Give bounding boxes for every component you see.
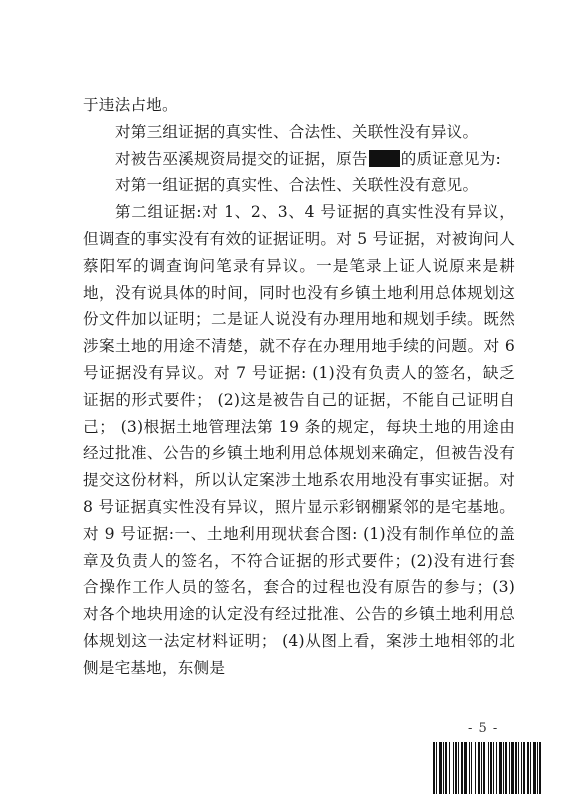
barcode-bar <box>503 742 504 794</box>
barcode-bar <box>469 742 470 794</box>
barcode-bar <box>453 742 454 794</box>
document-body <box>83 92 515 682</box>
paragraph-p1 <box>83 92 515 119</box>
paragraph-p4 <box>83 172 515 199</box>
barcode-bar <box>483 742 485 794</box>
paragraph-text: 于违法占地。 <box>83 96 178 114</box>
barcode-bar <box>499 742 502 794</box>
barcode-bar <box>515 742 517 794</box>
barcode-bar <box>493 742 494 794</box>
barcode-bar <box>445 742 447 794</box>
paragraph-text: 对第三组证据的真实性、合法性、关联性没有异议。 <box>115 122 479 141</box>
barcode-bar <box>521 742 522 794</box>
barcode-bar <box>530 742 531 794</box>
barcode-bar <box>461 742 463 794</box>
barcode-image <box>433 742 543 794</box>
barcode-bar <box>443 742 444 794</box>
barcode-bar <box>458 742 459 794</box>
barcode-bar <box>496 742 497 794</box>
barcode-bar <box>475 742 476 794</box>
paragraph-text: 对第一组证据的真实性、合法性、关联性没有意见。 <box>115 176 479 195</box>
barcode-bar <box>533 742 536 794</box>
barcode-bar <box>509 742 510 794</box>
barcode-bar <box>471 742 472 794</box>
paragraph-text: 的质证意见为: <box>400 149 501 168</box>
barcode-bar <box>537 742 538 794</box>
barcode-bar <box>436 742 437 794</box>
paragraph-text: 第二组证据:对 1、2、3、4 号证据的真实性没有异议，但调查的事实没有有效的证据证明。对 5 号证据，对被询问人蔡阳军的调查询问笔录有异议。一是笔录上证人说原来是耕地，没有说具体的时间，同时也没有乡镇土地利用总体规划这份文件加以证明；二是证人说没有办理用地和规划手续。既然涉案土地的用途不清楚，就不存在办理用地手续的问题。对 6 号证据没有异议。对 7 号证据: (1)没有负责人的签名，缺乏证据的形式要件； (2)这是被告自己的证据，不能自己证明自己； (3)根据土地管理法第 19 条的规定，每块土地的用途由经过批准、公告的乡镇土地利用总体规划来确定，但被告没有提交这份材料，所以认定案涉土地系农用地没有事实证据。对 8 号证据真实性没有异议，照片显示彩钢棚紧邻的是宅基地。对 9 号证据:一、土地利用现状套合图: (1)没有制作单位的盖章及负责人的签名，不符合证据的形式要件；(2)没有进行套合操作工作人员的签名，套合的过程也没有原告的参与；(3)对各个地块用途的认定没有经过批准、公告的乡镇土地利用总体规划这一法定材料证明； (4)从图上看，案涉土地相邻的北侧是宅基地，东侧是 <box>83 203 515 677</box>
barcode-bar <box>488 742 489 794</box>
barcode-bar <box>539 742 541 794</box>
redaction-block <box>369 150 400 167</box>
barcode-bar <box>439 742 442 794</box>
barcode-bar <box>449 742 450 794</box>
paragraph-p2 <box>83 119 515 146</box>
barcode-bar <box>518 742 519 794</box>
page-number: - 5 - <box>468 721 499 736</box>
barcode-bar <box>523 742 525 794</box>
barcode-bar <box>464 742 467 794</box>
barcode-bar <box>505 742 507 794</box>
barcode-bar <box>481 742 482 794</box>
barcode-bar <box>478 742 480 794</box>
barcode-bar <box>490 742 492 794</box>
barcode-bar <box>433 742 435 794</box>
barcode-bar <box>455 742 457 794</box>
paragraph-text: 对被告巫溪规资局提交的证据，原告 <box>115 149 368 168</box>
paragraph-p3 <box>83 146 515 173</box>
barcode-bar <box>511 742 514 794</box>
paragraph-p5 <box>83 199 515 681</box>
barcode-bar <box>527 742 529 794</box>
